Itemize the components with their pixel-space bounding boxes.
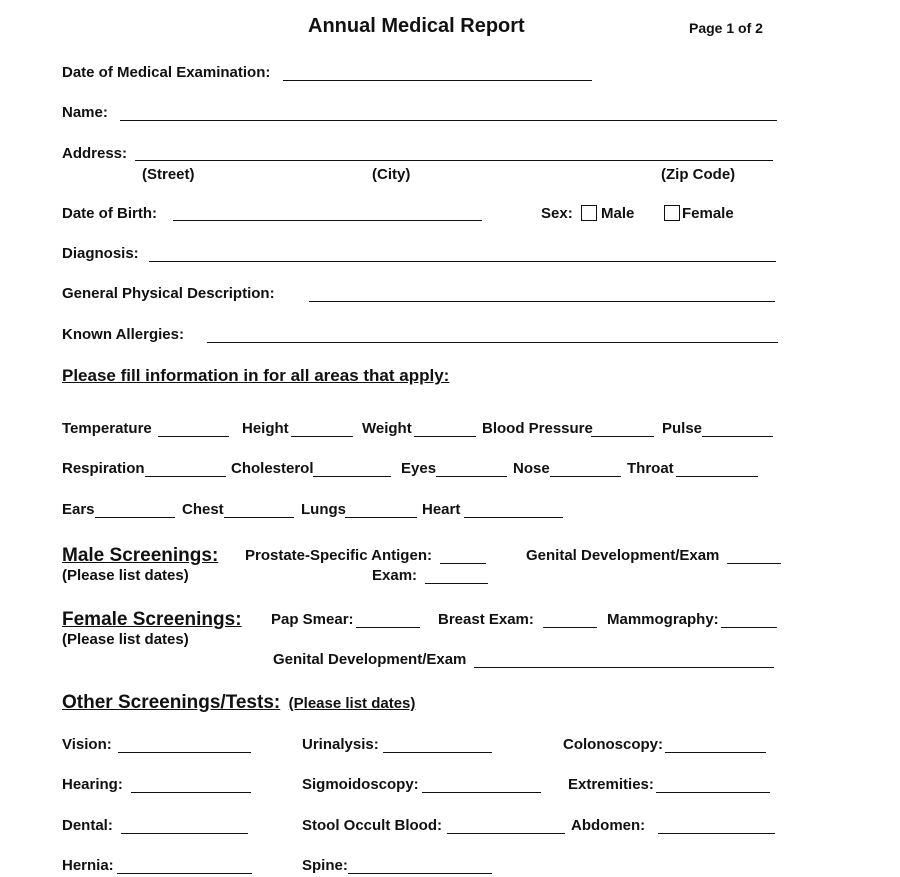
spine-field[interactable]: [348, 873, 492, 874]
name-label: Name:: [62, 104, 108, 121]
weight-field[interactable]: [414, 436, 476, 437]
heart-field[interactable]: [464, 517, 563, 518]
city-caption: (City): [372, 166, 411, 183]
psa-label: Prostate-Specific Antigen:: [245, 547, 432, 564]
allergies-field[interactable]: [207, 342, 778, 343]
address-label: Address:: [62, 145, 128, 162]
hernia-field[interactable]: [117, 873, 252, 874]
pulse-label: Pulse: [662, 420, 703, 437]
stool-occult-blood-field[interactable]: [447, 833, 565, 834]
page-title: Annual Medical Report: [308, 15, 525, 37]
female-label: Female: [682, 205, 734, 222]
other-screenings-note: (Please list dates): [288, 695, 416, 712]
urinalysis-field[interactable]: [383, 752, 492, 753]
other-screenings-heading: Other Screenings/Tests:: [62, 692, 281, 713]
blood-pressure-field[interactable]: [591, 436, 654, 437]
male-label: Male: [601, 205, 635, 222]
pap-smear-field[interactable]: [356, 627, 420, 628]
zip-caption: (Zip Code): [661, 166, 736, 183]
diagnosis-label: Diagnosis:: [62, 245, 139, 262]
male-genital-label: Genital Development/Exam: [526, 547, 720, 564]
dob-field[interactable]: [173, 220, 482, 221]
abdomen-label: Abdomen:: [571, 817, 646, 834]
mammography-label: Mammography:: [607, 611, 719, 628]
colonoscopy-field[interactable]: [665, 752, 766, 753]
nose-field[interactable]: [550, 476, 621, 477]
female-screenings-note: (Please list dates): [62, 631, 189, 648]
eyes-label: Eyes: [401, 460, 437, 477]
chest-field[interactable]: [224, 517, 294, 518]
eyes-field[interactable]: [436, 476, 507, 477]
spine-label: Spine:: [302, 857, 348, 874]
page-number: Page 1 of 2: [689, 20, 763, 36]
heart-label: Heart: [422, 501, 461, 518]
address-field[interactable]: [135, 160, 773, 161]
sex-label: Sex:: [541, 205, 573, 222]
colonoscopy-label: Colonoscopy:: [563, 736, 663, 753]
height-field[interactable]: [291, 436, 353, 437]
temperature-field[interactable]: [158, 436, 229, 437]
other-screenings-heading-row: [62, 692, 415, 714]
pulse-field[interactable]: [702, 436, 773, 437]
respiration-label: Respiration: [62, 460, 145, 477]
hearing-field[interactable]: [131, 792, 251, 793]
male-genital-field[interactable]: [727, 563, 781, 564]
weight-label: Weight: [362, 420, 412, 437]
female-genital-field[interactable]: [474, 667, 774, 668]
stool-occult-blood-label: Stool Occult Blood:: [302, 817, 442, 834]
lungs-field[interactable]: [345, 517, 417, 518]
instructions-heading: Please fill information in for all areas that apply:: [62, 366, 450, 385]
extremities-field[interactable]: [656, 792, 770, 793]
psa-exam-label: Exam:: [372, 567, 418, 584]
exam-date-field[interactable]: [283, 80, 592, 81]
sigmoidoscopy-label: Sigmoidoscopy:: [302, 776, 419, 793]
female-checkbox[interactable]: [664, 205, 680, 221]
male-screenings-heading: Male Screenings:: [62, 545, 219, 566]
female-genital-label: Genital Development/Exam: [273, 651, 467, 668]
sigmoidoscopy-field[interactable]: [422, 792, 541, 793]
breast-exam-field[interactable]: [543, 627, 597, 628]
blood-pressure-label: Blood Pressure: [482, 420, 593, 437]
hernia-label: Hernia:: [62, 857, 114, 874]
allergies-label: Known Allergies:: [62, 326, 184, 343]
throat-label: Throat: [627, 460, 674, 477]
temperature-label: Temperature: [62, 420, 152, 437]
breast-exam-label: Breast Exam:: [438, 611, 534, 628]
dob-label: Date of Birth:: [62, 205, 157, 222]
extremities-label: Extremities:: [568, 776, 654, 793]
dental-label: Dental:: [62, 817, 113, 834]
cholesterol-label: Cholesterol: [231, 460, 314, 477]
height-label: Height: [242, 420, 289, 437]
psa-field[interactable]: [440, 563, 486, 564]
urinalysis-label: Urinalysis:: [302, 736, 379, 753]
hearing-label: Hearing:: [62, 776, 123, 793]
pap-smear-label: Pap Smear:: [271, 611, 354, 628]
street-caption: (Street): [142, 166, 195, 183]
lungs-label: Lungs: [301, 501, 346, 518]
throat-field[interactable]: [676, 476, 758, 477]
exam-date-label: Date of Medical Examination:: [62, 64, 271, 81]
chest-label: Chest: [182, 501, 224, 518]
vision-label: Vision:: [62, 736, 112, 753]
cholesterol-field[interactable]: [313, 476, 391, 477]
ears-field[interactable]: [95, 517, 175, 518]
general-description-label: General Physical Description:: [62, 285, 275, 302]
dental-field[interactable]: [121, 833, 248, 834]
name-field[interactable]: [120, 120, 777, 121]
male-screenings-note: (Please list dates): [62, 567, 189, 584]
vision-field[interactable]: [118, 752, 251, 753]
general-description-field[interactable]: [309, 301, 775, 302]
mammography-field[interactable]: [721, 627, 777, 628]
ears-label: Ears: [62, 501, 95, 518]
abdomen-field[interactable]: [658, 833, 775, 834]
male-checkbox[interactable]: [581, 205, 597, 221]
psa-exam-field[interactable]: [425, 583, 488, 584]
respiration-field[interactable]: [145, 476, 226, 477]
nose-label: Nose: [513, 460, 550, 477]
diagnosis-field[interactable]: [149, 261, 776, 262]
female-screenings-heading: Female Screenings:: [62, 609, 242, 630]
